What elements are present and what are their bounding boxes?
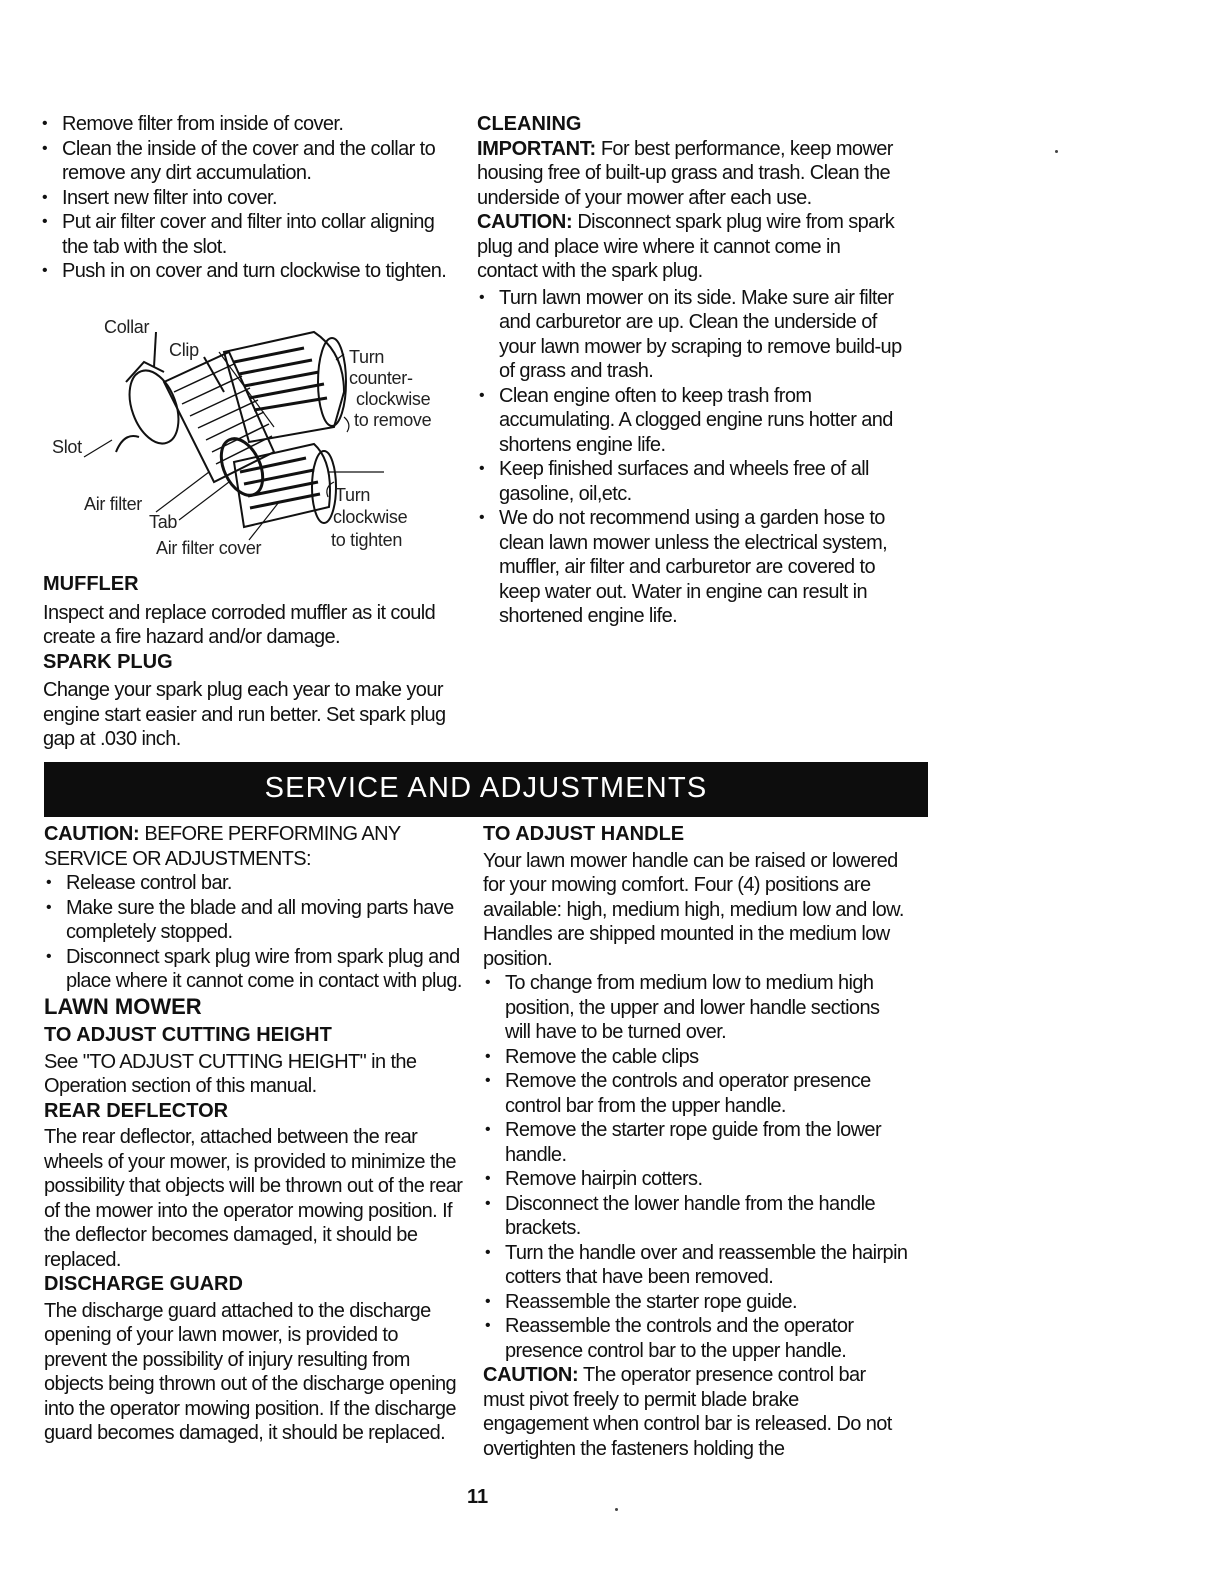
spark-plug-heading: SPARK PLUG: [43, 650, 173, 673]
turn-cw-label-2: clockwise: [333, 507, 408, 527]
air-filter-label: Air filter: [84, 494, 143, 514]
banner-title: SERVICE AND ADJUSTMENTS: [264, 772, 708, 804]
air-filter-steps: [40, 112, 465, 284]
list-item: • Remove filter from inside of cover.: [40, 112, 465, 137]
section-banner: [44, 762, 928, 817]
list-item: • Disconnect spark plug wire from spark plug and place where it cannot come in contact with plug.: [44, 945, 464, 994]
handle-section: [483, 822, 908, 1461]
handle-caution-paragraph: [483, 1363, 908, 1461]
turn-cw-label-1: Turn: [335, 485, 371, 505]
list-item: • Remove the cable clips: [483, 1045, 908, 1070]
cleaning-bullets: [477, 286, 902, 629]
list-item: • Clean engine often to keep trash from accumulating. A clogged engine runs hotter and shortens engine life.: [477, 384, 902, 458]
caution-label: CAUTION:: [483, 1364, 579, 1386]
air-filter-cover-label: Air filter cover: [156, 538, 262, 558]
muffler-heading: MUFFLER: [43, 573, 139, 595]
discharge-guard-text: The discharge guard attached to the discharge opening of your lawn mower, is provided to prevent the possibility of injury resulting from objects being thrown out of the discharge opening into the operator mowing position. If the discharge guard becomes damaged, it should be replaced.: [44, 1299, 457, 1444]
scan-speck: [1055, 150, 1058, 153]
service-caution-paragraph: [44, 822, 464, 871]
list-item: • Clean the inside of the cover and the collar to remove any dirt accumulation.: [40, 137, 465, 186]
list-item: • Remove the controls and operator presence control bar from the upper handle.: [483, 1069, 908, 1118]
turn-ccw-label-3: clockwise: [356, 389, 431, 409]
cleaning-heading: CLEANING: [477, 113, 582, 135]
scan-speck: [615, 1508, 618, 1511]
list-item: • Reassemble the controls and the operator presence control bar to the upper handle.: [483, 1314, 908, 1363]
important-paragraph: [477, 137, 902, 211]
list-item: • Disconnect the lower handle from the handle brackets.: [483, 1192, 908, 1241]
caution-text: Disconnect spark plug wire from spark plug and place wire where it cannot come in contact with the spark plug.: [477, 211, 895, 282]
handle-bullets: [483, 971, 908, 1363]
list-item: • Reassemble the starter rope guide.: [483, 1290, 908, 1315]
lawn-mower-heading: LAWN MOWER: [44, 993, 202, 1019]
rear-deflector-heading: REAR DEFLECTOR: [44, 1099, 229, 1122]
air-filter-diagram: [44, 312, 454, 567]
turn-ccw-label-1: Turn: [349, 347, 385, 367]
list-item: • Remove hairpin cotters.: [483, 1167, 908, 1192]
list-item: • Turn lawn mower on its side. Make sure air filter and carburetor are up. Clean the underside of your lawn mower by scraping to remove build-up of grass and trash.: [477, 286, 902, 384]
turn-ccw-label-2: counter-: [349, 368, 413, 388]
caution-label: CAUTION:: [477, 211, 573, 233]
clip-label: Clip: [169, 340, 199, 360]
air-filter-section: [40, 112, 465, 284]
list-item: • Keep finished surfaces and wheels free of all gasoline, oil,etc.: [477, 457, 902, 506]
cutting-height-heading: TO ADJUST CUTTING HEIGHT: [44, 1024, 332, 1046]
caution-text: The operator presence control bar must pivot freely to permit blade brake engagement when control bar is released. Do not overtighten the fasteners holding the: [483, 1364, 892, 1460]
important-text: For best performance, keep mower housing free of built-up grass and trash. Clean the underside of your mower after each use.: [477, 137, 893, 209]
list-item: • Put air filter cover and filter into collar aligning the tab with the slot.: [40, 210, 465, 259]
caution-text: BEFORE PERFORMING ANY SERVICE OR ADJUSTMENTS:: [44, 823, 401, 870]
slot-label: Slot: [52, 437, 82, 457]
collar-label: Collar: [104, 317, 150, 337]
muffler-spark-section: [43, 572, 453, 752]
list-item: • To change from medium low to medium high position, the upper and lower handle sections will have to be turned over.: [483, 971, 908, 1045]
turn-cw-label-3: to tighten: [331, 530, 403, 550]
cutting-height-text: See "TO ADJUST CUTTING HEIGHT" in the Operation section of this manual.: [44, 1050, 417, 1097]
turn-ccw-label-4: to remove: [354, 410, 432, 430]
page-number: 11: [467, 1486, 489, 1508]
service-section: [44, 822, 464, 1446]
list-item: • Turn the handle over and reassemble the hairpin cotters that have been removed.: [483, 1241, 908, 1290]
discharge-guard-heading: DISCHARGE GUARD: [44, 1273, 243, 1295]
adjust-handle-heading: TO ADJUST HANDLE: [483, 823, 685, 845]
caution-label: CAUTION:: [44, 823, 140, 845]
tab-label: Tab: [149, 512, 178, 532]
list-item: • Make sure the blade and all moving parts have completely stopped.: [44, 896, 464, 945]
list-item: • Push in on cover and turn clockwise to tighten.: [40, 259, 465, 284]
list-item: • We do not recommend using a garden hose to clean lawn mower unless the electrical system, muffler, air filter and carburetor are covered to keep water out. Water in engine can result in shortened engine life.: [477, 506, 902, 629]
adjust-handle-intro: Your lawn mower handle can be raised or lowered for your mowing comfort. Four (4) positions are available: high, medium high, medium low and low. Handles are shipped mounted in the medium low position.: [483, 849, 904, 970]
air-filter-illustration: [44, 312, 454, 567]
cleaning-section: [477, 112, 902, 629]
muffler-text: Inspect and replace corroded muffler as it could create a fire hazard and/or damage.: [43, 601, 436, 648]
cleaning-caution-paragraph: [477, 210, 902, 284]
list-item: • Release control bar.: [44, 871, 464, 896]
list-item: • Insert new filter into cover.: [40, 186, 465, 211]
list-item: • Remove the starter rope guide from the lower handle.: [483, 1118, 908, 1167]
spark-plug-text: Change your spark plug each year to make your engine start easier and run better. Set spark plug gap at .030 inch.: [43, 679, 446, 750]
service-bullets: [44, 871, 464, 994]
important-label: IMPORTANT:: [477, 137, 596, 160]
rear-deflector-text: The rear deflector, attached between the rear wheels of your mower, is provided to minimize the possibility that objects will be thrown out of the rear of the mower into the operator mowing position. If the deflector becomes damaged, it should be replaced.: [44, 1126, 463, 1271]
